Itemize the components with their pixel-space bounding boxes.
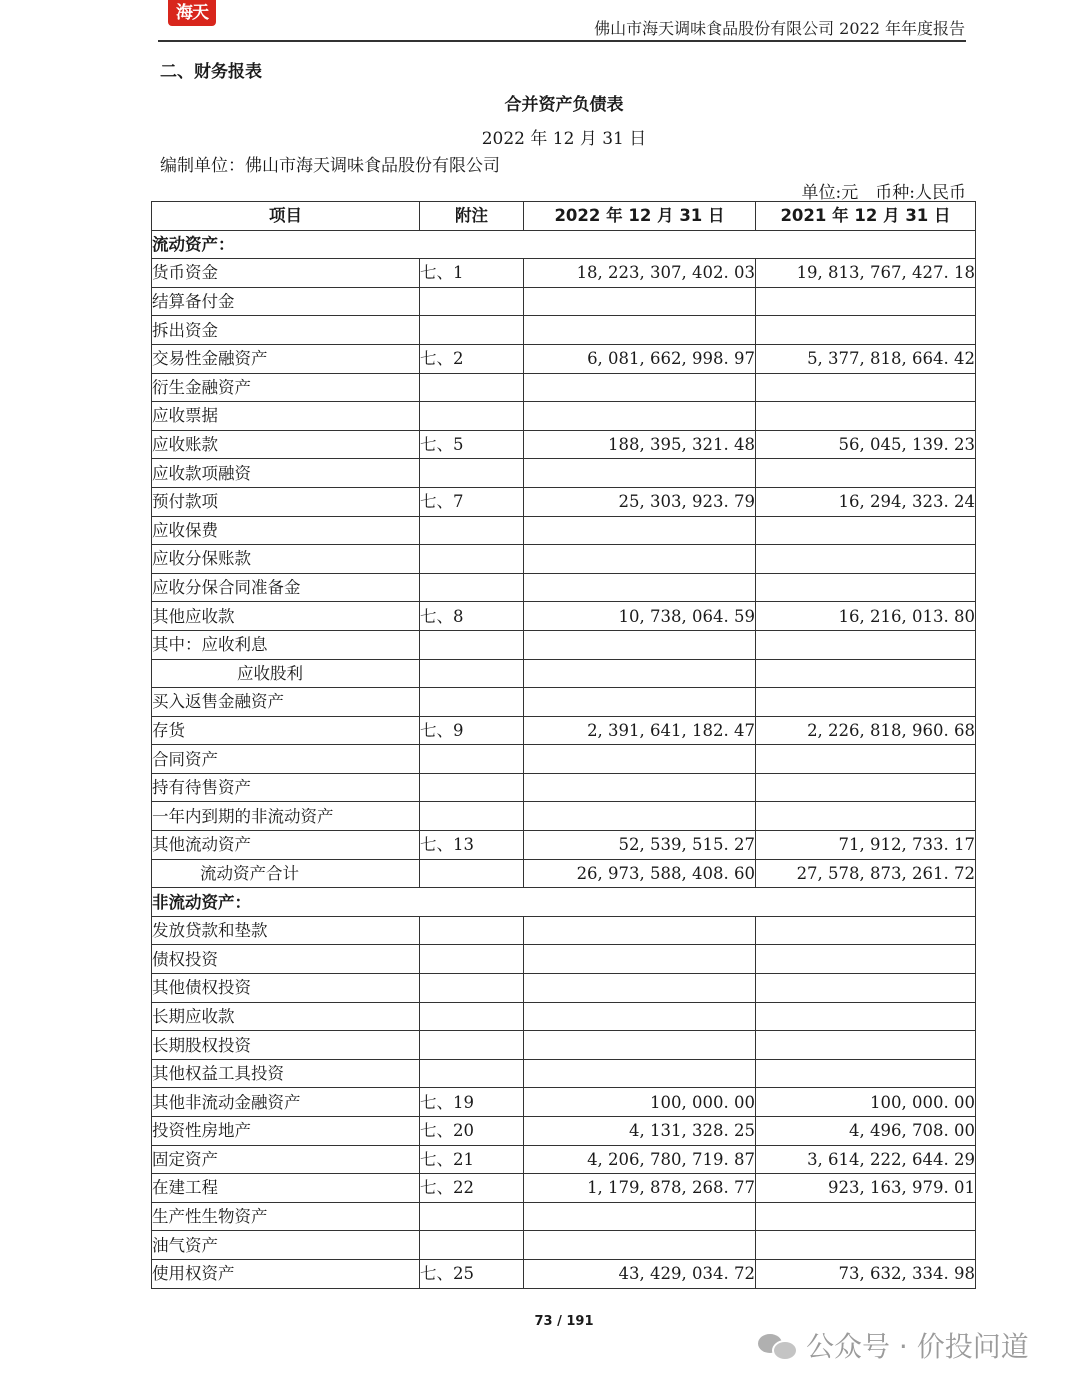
page-number: 73 / 191 — [534, 1314, 594, 1329]
item-cell: 货币资金 — [152, 259, 420, 288]
table-row — [152, 974, 976, 1003]
value-2021-cell — [756, 1202, 976, 1231]
value-2022-cell — [524, 630, 756, 659]
table-row — [152, 716, 976, 745]
value-2022-cell — [524, 459, 756, 488]
item-cell: 应收票据 — [152, 402, 420, 431]
value-2021-cell — [756, 316, 976, 345]
item-cell: 长期应收款 — [152, 1002, 420, 1031]
note-cell: 七、19 — [420, 1088, 524, 1117]
value-2021-cell: 923, 163, 979. 01 — [756, 1174, 976, 1203]
note-cell — [420, 974, 524, 1003]
value-2022-cell: 43, 429, 034. 72 — [524, 1259, 756, 1288]
table-row — [152, 802, 976, 831]
section-title: 二、财务报表 — [160, 62, 262, 82]
table-row — [152, 316, 976, 345]
note-cell — [420, 945, 524, 974]
value-2022-cell — [524, 573, 756, 602]
item-cell: 买入返售金融资产 — [152, 688, 420, 717]
item-cell: 其他债权投资 — [152, 974, 420, 1003]
note-cell — [420, 688, 524, 717]
currency-unit: 单位:元 币种:人民币 — [801, 183, 966, 203]
table-row — [152, 516, 976, 545]
note-cell — [420, 773, 524, 802]
item-cell: 预付款项 — [152, 487, 420, 516]
value-2021-cell — [756, 916, 976, 945]
value-2022-cell — [524, 802, 756, 831]
value-2021-cell — [756, 545, 976, 574]
table-row — [152, 630, 976, 659]
table-row — [152, 1259, 976, 1288]
table-row — [152, 1002, 976, 1031]
note-cell: 七、21 — [420, 1145, 524, 1174]
value-2021-cell — [756, 459, 976, 488]
item-cell: 应收保费 — [152, 516, 420, 545]
value-2022-cell — [524, 287, 756, 316]
value-2022-cell: 188, 395, 321. 48 — [524, 430, 756, 459]
group-label: 流动资产： — [152, 230, 976, 259]
item-cell: 固定资产 — [152, 1145, 420, 1174]
note-cell — [420, 745, 524, 774]
note-cell — [420, 287, 524, 316]
table-row — [152, 573, 976, 602]
col-header-2022: 2022 年 12 月 31 日 — [524, 202, 756, 231]
item-cell: 发放贷款和垫款 — [152, 916, 420, 945]
table-row — [152, 1231, 976, 1260]
value-2021-cell: 16, 216, 013. 80 — [756, 602, 976, 631]
note-cell — [420, 573, 524, 602]
value-2022-cell: 25, 303, 923. 79 — [524, 487, 756, 516]
note-cell: 七、2 — [420, 344, 524, 373]
value-2022-cell — [524, 545, 756, 574]
value-2021-cell — [756, 573, 976, 602]
value-2022-cell — [524, 1202, 756, 1231]
value-2022-cell: 10, 738, 064. 59 — [524, 602, 756, 631]
table-row — [152, 1174, 976, 1203]
value-2021-cell — [756, 974, 976, 1003]
note-cell — [420, 802, 524, 831]
item-cell: 存货 — [152, 716, 420, 745]
value-2021-cell: 3, 614, 222, 644. 29 — [756, 1145, 976, 1174]
value-2022-cell — [524, 974, 756, 1003]
item-cell: 其中：应收利息 — [152, 630, 420, 659]
note-cell — [420, 1202, 524, 1231]
watermark-text: 公众号 · 价投问道 — [806, 1330, 1029, 1363]
wechat-icon — [758, 1330, 798, 1360]
item-cell: 应收分保账款 — [152, 545, 420, 574]
col-header-note: 附注 — [420, 202, 524, 231]
note-cell: 七、1 — [420, 259, 524, 288]
item-cell: 拆出资金 — [152, 316, 420, 345]
value-2022-cell: 4, 131, 328. 25 — [524, 1117, 756, 1146]
value-2022-cell: 6, 081, 662, 998. 97 — [524, 344, 756, 373]
table-row — [152, 287, 976, 316]
item-cell: 持有待售资产 — [152, 773, 420, 802]
value-2022-cell: 1, 179, 878, 268. 77 — [524, 1174, 756, 1203]
value-2021-cell — [756, 1031, 976, 1060]
table-title: 合并资产负债表 — [504, 95, 624, 115]
table-row — [152, 459, 976, 488]
value-2021-cell — [756, 402, 976, 431]
value-2021-cell: 100, 000. 00 — [756, 1088, 976, 1117]
value-2022-cell — [524, 945, 756, 974]
item-cell: 应收款项融资 — [152, 459, 420, 488]
value-2021-cell — [756, 802, 976, 831]
item-cell: 使用权资产 — [152, 1259, 420, 1288]
value-2021-cell: 5, 377, 818, 664. 42 — [756, 344, 976, 373]
note-cell: 七、5 — [420, 430, 524, 459]
table-row — [152, 1202, 976, 1231]
value-2022-cell — [524, 745, 756, 774]
value-2022-cell — [524, 916, 756, 945]
value-2021-cell — [756, 688, 976, 717]
value-2022-cell — [524, 1231, 756, 1260]
value-2021-cell — [756, 287, 976, 316]
value-2021-cell: 16, 294, 323. 24 — [756, 487, 976, 516]
report-header-title: 佛山市海天调味食品股份有限公司 2022 年年度报告 — [594, 19, 965, 38]
value-2021-cell: 19, 813, 767, 427. 18 — [756, 259, 976, 288]
item-cell: 合同资产 — [152, 745, 420, 774]
note-cell — [420, 1231, 524, 1260]
value-2022-cell: 18, 223, 307, 402. 03 — [524, 259, 756, 288]
item-cell: 交易性金融资产 — [152, 344, 420, 373]
note-cell — [420, 1059, 524, 1088]
item-cell: 其他权益工具投资 — [152, 1059, 420, 1088]
table-group-row — [152, 230, 976, 259]
note-cell — [420, 1002, 524, 1031]
compiling-unit: 编制单位：佛山市海天调味食品股份有限公司 — [160, 156, 500, 176]
note-cell: 七、8 — [420, 602, 524, 631]
note-cell — [420, 859, 524, 888]
note-cell — [420, 516, 524, 545]
value-2021-cell — [756, 373, 976, 402]
item-cell: 衍生金融资产 — [152, 373, 420, 402]
table-row — [152, 402, 976, 431]
table-row — [152, 373, 976, 402]
table-row — [152, 1031, 976, 1060]
value-2022-cell — [524, 402, 756, 431]
note-cell: 七、22 — [420, 1174, 524, 1203]
col-header-item: 项目 — [152, 202, 420, 231]
note-cell — [420, 459, 524, 488]
note-cell: 七、7 — [420, 487, 524, 516]
note-cell: 七、25 — [420, 1259, 524, 1288]
group-label: 非流动资产： — [152, 888, 976, 917]
table-row — [152, 259, 976, 288]
value-2021-cell: 4, 496, 708. 00 — [756, 1117, 976, 1146]
table-row — [152, 1117, 976, 1146]
note-cell — [420, 545, 524, 574]
note-cell: 七、13 — [420, 831, 524, 860]
table-body — [152, 230, 976, 1288]
note-cell — [420, 402, 524, 431]
note-cell — [420, 630, 524, 659]
item-cell: 其他流动资产 — [152, 831, 420, 860]
value-2022-cell: 2, 391, 641, 182. 47 — [524, 716, 756, 745]
value-2021-cell: 73, 632, 334. 98 — [756, 1259, 976, 1288]
note-cell — [420, 316, 524, 345]
company-logo: 海天 — [168, 0, 216, 26]
item-cell: 其他非流动金融资产 — [152, 1088, 420, 1117]
col-header-2021: 2021 年 12 月 31 日 — [756, 202, 976, 231]
table-row — [152, 659, 976, 688]
value-2022-cell — [524, 373, 756, 402]
item-cell: 流动资产合计 — [152, 859, 420, 888]
table-row — [152, 916, 976, 945]
value-2021-cell — [756, 1231, 976, 1260]
item-cell: 油气资产 — [152, 1231, 420, 1260]
balance-sheet-table — [151, 201, 976, 1289]
value-2022-cell — [524, 516, 756, 545]
value-2021-cell — [756, 773, 976, 802]
value-2022-cell — [524, 688, 756, 717]
item-cell: 其他应收款 — [152, 602, 420, 631]
item-cell: 债权投资 — [152, 945, 420, 974]
item-cell: 一年内到期的非流动资产 — [152, 802, 420, 831]
value-2022-cell — [524, 316, 756, 345]
item-cell: 投资性房地产 — [152, 1117, 420, 1146]
note-cell — [420, 659, 524, 688]
item-cell: 生产性生物资产 — [152, 1202, 420, 1231]
note-cell: 七、9 — [420, 716, 524, 745]
table-row — [152, 545, 976, 574]
value-2021-cell — [756, 1002, 976, 1031]
value-2022-cell: 52, 539, 515. 27 — [524, 831, 756, 860]
table-header-row — [152, 202, 976, 231]
note-cell — [420, 916, 524, 945]
value-2021-cell: 2, 226, 818, 960. 68 — [756, 716, 976, 745]
table-row — [152, 688, 976, 717]
value-2021-cell — [756, 630, 976, 659]
item-cell: 应收股利 — [152, 659, 420, 688]
header-divider — [158, 40, 966, 42]
table-row — [152, 1059, 976, 1088]
value-2021-cell — [756, 945, 976, 974]
value-2021-cell: 56, 045, 139. 23 — [756, 430, 976, 459]
table-date: 2022 年 12 月 31 日 — [481, 129, 647, 149]
table-row — [152, 831, 976, 860]
table-row — [152, 430, 976, 459]
table-row — [152, 1145, 976, 1174]
table-row — [152, 745, 976, 774]
value-2022-cell: 100, 000. 00 — [524, 1088, 756, 1117]
value-2022-cell — [524, 1059, 756, 1088]
watermark — [758, 1325, 1029, 1365]
value-2021-cell — [756, 745, 976, 774]
value-2021-cell — [756, 1059, 976, 1088]
value-2021-cell — [756, 516, 976, 545]
value-2021-cell — [756, 659, 976, 688]
value-2022-cell — [524, 1002, 756, 1031]
value-2022-cell — [524, 773, 756, 802]
value-2022-cell: 4, 206, 780, 719. 87 — [524, 1145, 756, 1174]
note-cell — [420, 1031, 524, 1060]
value-2022-cell: 26, 973, 588, 408. 60 — [524, 859, 756, 888]
table-row — [152, 602, 976, 631]
table-row — [152, 773, 976, 802]
item-cell: 长期股权投资 — [152, 1031, 420, 1060]
table-group-row — [152, 888, 976, 917]
table-row — [152, 1088, 976, 1117]
value-2022-cell — [524, 1031, 756, 1060]
value-2021-cell: 27, 578, 873, 261. 72 — [756, 859, 976, 888]
table-row — [152, 945, 976, 974]
table-row — [152, 859, 976, 888]
note-cell — [420, 373, 524, 402]
table-row — [152, 344, 976, 373]
item-cell: 结算备付金 — [152, 287, 420, 316]
item-cell: 应收账款 — [152, 430, 420, 459]
note-cell: 七、20 — [420, 1117, 524, 1146]
value-2021-cell: 71, 912, 733. 17 — [756, 831, 976, 860]
item-cell: 在建工程 — [152, 1174, 420, 1203]
table-row — [152, 487, 976, 516]
value-2022-cell — [524, 659, 756, 688]
item-cell: 应收分保合同准备金 — [152, 573, 420, 602]
